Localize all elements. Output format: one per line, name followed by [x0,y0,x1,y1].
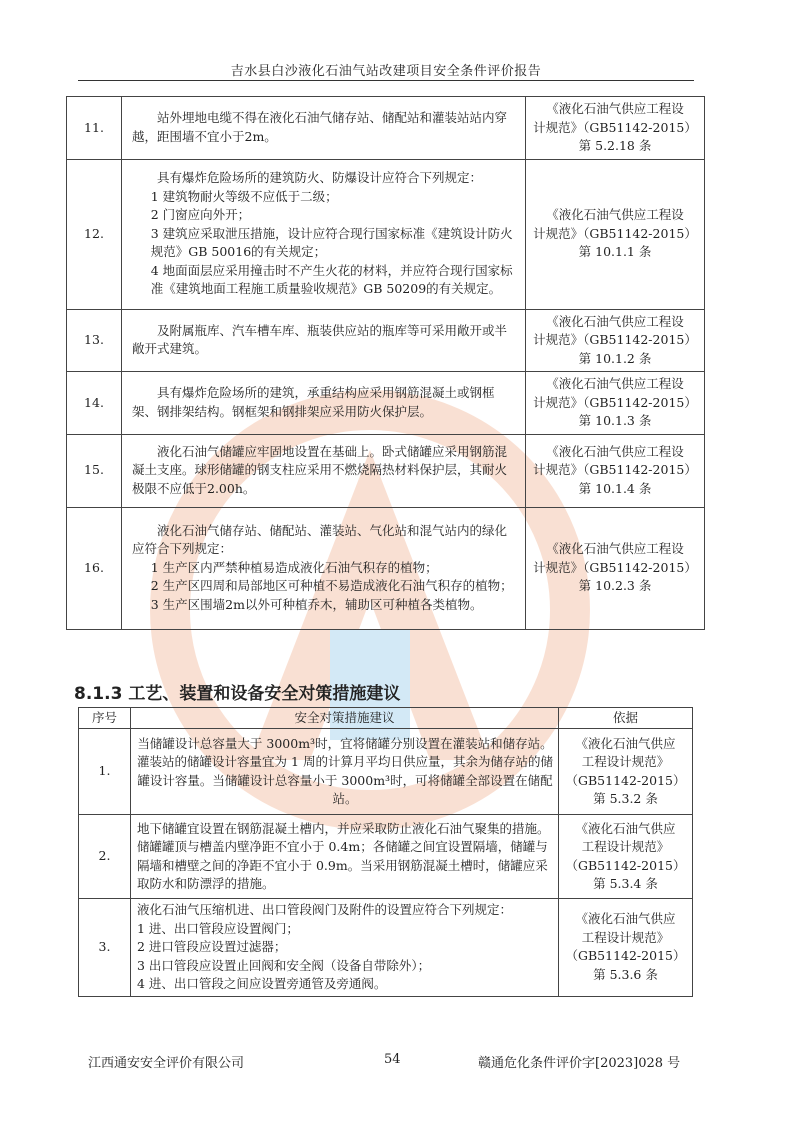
section-heading: 8.1.3 工艺、装置和设备安全对策措施建议 [74,684,401,704]
reference-cell: 《液化石油气供应工程设 计规范》（GB51142-2015） 第 10.1.4 条 [526,434,705,507]
table-row [79,899,693,997]
requirement-text: 具有爆炸危险场所的建筑，承重结构应采用钢筋混凝土或钢框架、钢排架结构。钢框架和钢排架应采用防火保护层。 [122,372,526,435]
row-number: 13. [67,309,122,372]
reference-cell: 《液化石油气供应工程设 计规范》（GB51142-2015） 第 10.2.3 条 [526,507,705,629]
page-header: 吉水县白沙液化石油气站改建项目安全条件评价报告 [230,64,542,79]
table-row [67,97,705,160]
reference-cell: 《液化石油气供应工程设 计规范》（GB51142-2015） 第 10.1.1 条 [526,159,705,309]
page-number: 54 [384,1052,401,1067]
requirements-table [66,96,705,630]
row-number: 11. [67,97,122,160]
measure-text: 当储罐设计总容量大于 3000m³时，宜将储罐分别设置在灌装站和储存站。灌装站的储罐设计容量宜为 1 周的计算月平均日供应量，其余为储存站的储罐设计容量。当储罐设计总容量小于 3000m³时，可将储罐全部设置在储配站。 [131,729,559,815]
measure-text: 地下储罐宜设置在钢筋混凝土槽内，并应采取防止液化石油气聚集的措施。储罐罐顶与槽盖内壁净距不宜小于 0.4m；各储罐之间宜设置隔墙，储罐与隔墙和槽壁之间的净距不宜小于 0.9m。当采用钢筋混凝土槽时，储罐应采取防水和防漂浮的措施。 [131,815,559,899]
table-row [79,815,693,899]
table-row [67,507,705,629]
table-row [67,309,705,372]
measure-text: 液化石油气压缩机进、出口管段阀门及附件的设置应符合下列规定： 1 进、出口管段应设置阀门； 2 进口管段应设置过滤器； 3 出口管段应设置止回阀和安全阀（设备自带除外）； 4 进、出口管段之间应设置旁通管及旁通阀。 [131,899,559,997]
requirement-text: 具有爆炸危险场所的建筑防火、防爆设计应符合下列规定： 1 建筑物耐火等级不应低于二级； 2 门窗应向外开； 3 建筑应采取泄压措施，设计应符合现行国家标准《建筑设计防火规范》GB 50016的有关规定； 4 地面面层应采用撞击时不产生火花的材料，并应符合现行国家标准《建筑地面工程施工质量验收规范》GB 50209的有关规定。 [122,159,526,309]
table-row [79,729,693,815]
row-number: 1. [79,729,131,815]
requirement-text: 及附属瓶库、汽车槽车库、瓶装供应站的瓶库等可采用敞开或半敞开式建筑。 [122,309,526,372]
table-header-row [79,708,693,729]
row-number: 3. [79,899,131,997]
footer-document-number: 赣通危化条件评价字[2023]028 号 [478,1056,681,1071]
row-number: 14. [67,372,122,435]
reference-cell: 《液化石油气供应工程设 计规范》（GB51142-2015） 第 5.2.18 条 [526,97,705,160]
table-row [67,434,705,507]
reference-cell: 《液化石油气供应 工程设计规范》 （GB51142-2015） 第 5.3.4 条 [559,815,693,899]
requirement-text: 液化石油气储罐应牢固地设置在基础上。卧式储罐应采用钢筋混凝土支座。球形储罐的钢支柱应采用不燃烧隔热材料保护层，其耐火极限不应低于2.00h。 [122,434,526,507]
row-number: 15. [67,434,122,507]
table-row [67,372,705,435]
reference-cell: 《液化石油气供应工程设 计规范》（GB51142-2015） 第 10.1.2 条 [526,309,705,372]
column-header-number: 序号 [79,708,131,729]
table-row [67,159,705,309]
row-number: 16. [67,507,122,629]
reference-cell: 《液化石油气供应 工程设计规范》 （GB51142-2015） 第 5.3.6 条 [559,899,693,997]
row-number: 2. [79,815,131,899]
measures-table [78,707,693,997]
header-divider [78,80,694,81]
reference-cell: 《液化石油气供应 工程设计规范》 （GB51142-2015） 第 5.3.2 条 [559,729,693,815]
reference-cell: 《液化石油气供应工程设 计规范》（GB51142-2015） 第 10.1.3 条 [526,372,705,435]
column-header-basis: 依据 [559,708,693,729]
column-header-measure: 安全对策措施建议 [131,708,559,729]
requirement-text: 液化石油气储存站、储配站、灌装站、气化站和混气站内的绿化应符合下列规定： 1 生产区内严禁种植易造成液化石油气积存的植物； 2 生产区四周和局部地区可种植不易造成液化石油气积存的植物； 3 生产区围墙2m以外可种植乔木，辅助区可种植各类植物。 [122,507,526,629]
row-number: 12. [67,159,122,309]
footer-company: 江西通安安全评价有限公司 [88,1056,245,1071]
requirement-text: 站外埋地电缆不得在液化石油气储存站、储配站和灌装站站内穿越，距围墙不宜小于2m。 [122,97,526,160]
